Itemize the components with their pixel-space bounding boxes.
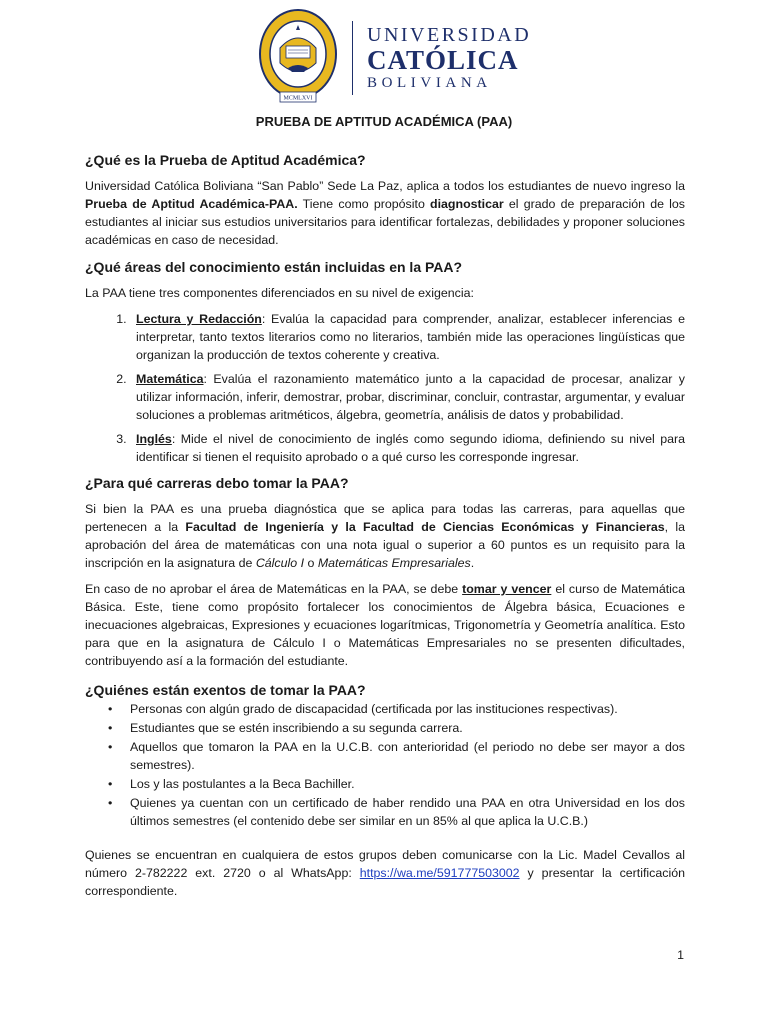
exemption-item: • Personas con algún grado de discapacidad (certificada por las instituciones respectivas). [108, 702, 618, 716]
section-heading-careers: ¿Para qué carreras debo tomar la PAA? [85, 475, 349, 491]
bullet-icon: • [108, 721, 113, 735]
area-item-english: 3. Inglés: Mide el nivel de conocimiento de inglés como segundo idioma, definiendo su nivel para identificar si tienen el requisito aprobado o a qué curso les corresponde ingresar. [130, 430, 685, 466]
university-seal-icon [258, 8, 338, 108]
paragraph-what-is-paa: Universidad Católica Boliviana “San Pablo” Sede La Paz, aplica a todos los estudiantes de nuevo ingreso la Prueba de Aptitud Académica-PAA. Tiene como propósito diagnosticar el grado de preparación de los estudiantes al iniciar sus estudios universitarios para identificar fortalezas, debilidades y proponer soluciones académicas en caso de necesidad. [85, 179, 685, 247]
area-item-math: 2. Matemática: Evalúa el razonamiento matemático junto a la capacidad de procesar, analizar y utilizar información, inferir, demostrar, probar, discriminar, concluir, contrastar, argumentar, y evaluar soluciones a problemas aritméticos, álgebra, geometría, análisis de datos y probabilidad. [130, 370, 685, 424]
exemption-item: • Estudiantes que se estén inscribiendo a su segunda carrera. [108, 721, 463, 735]
section-heading-areas: ¿Qué áreas del conocimiento están incluidas en la PAA? [85, 259, 463, 275]
wordmark-line-3: BOLIVIANA [367, 75, 492, 91]
logo-divider [352, 21, 353, 95]
wordmark-line-1: UNIVERSIDAD [367, 24, 532, 46]
exemption-item: • Los y las postulantes a la Beca Bachiller. [108, 777, 355, 791]
university-logo [258, 8, 531, 108]
exemption-item: • Aquellos que tomaron la PAA en la U.C.B. con anterioridad (el periodo no debe ser mayor a dos semestres). [108, 740, 685, 772]
paragraph-areas-intro: La PAA tiene tres componentes diferenciados en su nivel de exigencia: [85, 286, 474, 300]
paragraph-contact: Quienes se encuentran en cualquiera de estos grupos deben comunicarse con la Lic. Madel Cevallos al número 2-782222 ext. 2720 o al WhatsApp: https://wa.me/591777503002 y presentar la certificación correspondiente. [85, 848, 686, 898]
page-number: 1 [677, 948, 684, 962]
wordmark-line-2: CATÓLICA [367, 45, 519, 75]
whatsapp-link[interactable]: https://wa.me/591777503002 [359, 866, 520, 880]
section-heading-exemptions: ¿Quiénes están exentos de tomar la PAA? [85, 682, 366, 698]
university-wordmark [367, 24, 531, 92]
areas-list [85, 310, 685, 466]
bullet-icon: • [108, 740, 113, 754]
exemptions-list [85, 700, 685, 830]
bullet-icon: • [108, 702, 113, 716]
seal-year: MCMLXVI [283, 95, 313, 102]
bullet-icon: • [108, 796, 113, 810]
document-body [85, 150, 685, 908]
exemption-item: • Quienes ya cuentan con un certificado de haber rendido una PAA en otra Universidad en los dos últimos semestres (el contenido debe ser similar en un 85% al que aplica la U.C.B.) [108, 796, 685, 828]
bullet-icon: • [108, 777, 113, 791]
paragraph-careers-requirement: Si bien la PAA es una prueba diagnóstica que se aplica para todas las carreras, para aquellas que pertenecen a la Facultad de Ingeniería y la Facultad de Ciencias Económicas y Financieras, la aprobación del área de matemáticas con una nota igual o superior a 60 puntos es un requisito para la inscripción en la asignatura de Cálculo I o Matemáticas Empresariales. [85, 502, 686, 570]
area-item-reading: 1. Lectura y Redacción: Evalúa la capacidad para comprender, analizar, establecer inferencias e interpretar, tanto textos literarios como no literarios, también mide las operaciones lingüísticas que organizan la producción de textos coherente y creativa. [130, 310, 685, 364]
document-title: PRUEBA DE APTITUD ACADÉMICA (PAA) [255, 114, 513, 129]
section-heading-what-is-paa: ¿Qué es la Prueba de Aptitud Académica? [85, 152, 366, 168]
paragraph-basic-math-course: En caso de no aprobar el área de Matemáticas en la PAA, se debe tomar y vencer el curso de Matemática Básica. Este, tiene como propósito fortalecer los conocimientos de Álgebra básica, Ecuaciones e inecuaciones algebraicas, Expresiones y ecuaciones logarítmicas, Trigonometría y Geometría analítica. Esto para que en la asignatura de Cálculo I o Matemáticas Empresariales no se presenten dificultades, contribuyendo así a la formación del estudiante. [85, 582, 686, 668]
